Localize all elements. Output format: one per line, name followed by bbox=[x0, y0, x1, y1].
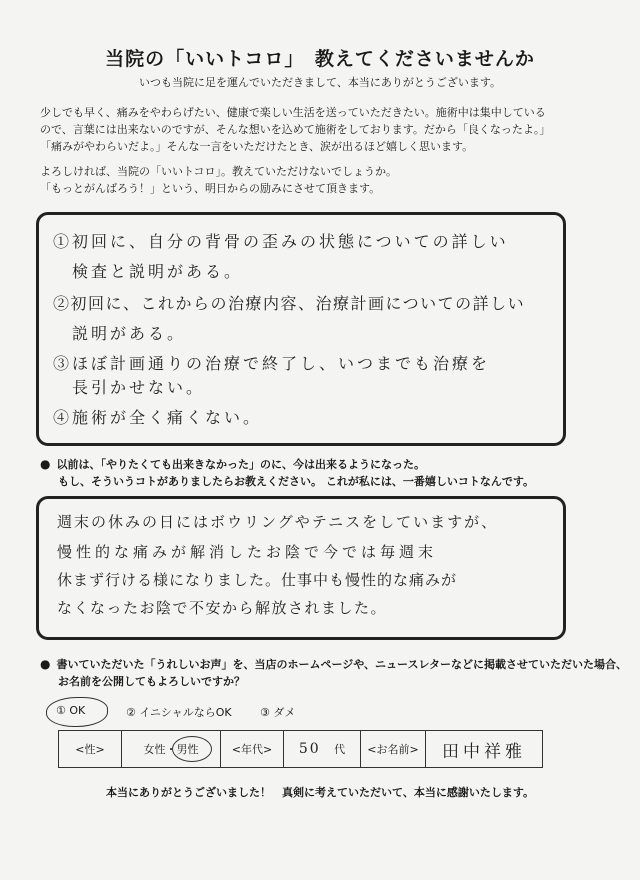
gender-female[interactable]: 女性 bbox=[143, 743, 166, 756]
selected-option-circle bbox=[46, 697, 108, 727]
answer-line: 長引かせない。 bbox=[53, 378, 206, 397]
answer-line: 週末の休みの日にはボウリングやテニスをしていますが、 bbox=[57, 513, 499, 531]
question-line: 書いていただいた「うれしいお声」を、当店のホームページや、ニュースレターなどに掲載させていただいた場合、 bbox=[56, 658, 628, 671]
intro-text bbox=[40, 104, 610, 197]
gender-field[interactable] bbox=[122, 731, 221, 768]
answer-line: 検査と説明がある。 bbox=[53, 262, 244, 281]
gender-label: <性> bbox=[59, 731, 122, 768]
intro-line: 「痛みがやわらいだよ。」そんな一言をいただけたとき、涙が出るほど嬉しく思います。 bbox=[40, 140, 474, 153]
intro-line: ので、言葉には出来ないのですが、そんな想いを込めて施術をしております。だから「良くなったよ。」 bbox=[40, 123, 551, 136]
answer-line: なくなったお陰で不安から解放されました。 bbox=[57, 599, 388, 617]
intro-line: 少しでも早く、痛みをやわらげたい、健康で楽しい生活を送っていただきたい。施術中は集中している bbox=[40, 106, 546, 119]
answer-line: 説明がある。 bbox=[53, 324, 187, 343]
respondent-info-table bbox=[58, 730, 543, 768]
age-label: <年代> bbox=[221, 731, 284, 768]
answer-box-good-points[interactable] bbox=[36, 212, 566, 446]
question-line: もし、そういうコトがありましたらお教えください。 これが私には、一番嬉しいコトなんです。 bbox=[58, 475, 534, 488]
page-title: 当院の「いいトコロ」 教えてくださいませんか bbox=[105, 48, 535, 70]
question-line: お名前を公開してもよろしいですか？ bbox=[58, 675, 245, 688]
selected-gender-circle bbox=[172, 736, 212, 762]
answer-line: ④施術が全く痛くない。 bbox=[53, 408, 263, 427]
answer-box-improvements[interactable] bbox=[36, 496, 566, 640]
name-field[interactable] bbox=[426, 731, 543, 768]
answer-line: 慢性的な痛みが解消したお陰で今では毎週末 bbox=[57, 543, 438, 561]
name-label: <お名前> bbox=[361, 731, 426, 768]
question-line: 以前は、「やりたくても出来きなかった」のに、今は出来るようになった。 bbox=[56, 458, 425, 471]
answer-line: ③ほぼ計画通りの治療で終了し、いつまでも治療を bbox=[53, 354, 491, 373]
age-value: 50 bbox=[298, 741, 321, 757]
question-publish-name bbox=[40, 656, 627, 690]
age-field[interactable] bbox=[284, 731, 361, 768]
request-line: 「もっとがんばろう！」という、明日からの励みにさせて頂きます。 bbox=[40, 182, 381, 195]
thank-you-footer: 本当にありがとうございました！ 真剣に考えていただいて、本当に感謝いたします。 bbox=[106, 786, 534, 799]
gender-separator: ・ bbox=[165, 743, 177, 756]
page-subtitle: いつも当院に足を運んでいただきまして、本当にありがとうございます。 bbox=[139, 76, 501, 89]
request-line: よろしければ、当院の「いいトコロ」。教えていただけないでしょうか。 bbox=[40, 165, 398, 178]
answer-line: ②初回に、これからの治療内容、治療計画についての詳しい bbox=[53, 294, 526, 313]
option-no[interactable]: ③ ダメ bbox=[260, 706, 296, 719]
age-suffix: 代 bbox=[334, 743, 346, 756]
name-value: 田中祥雅 bbox=[442, 741, 526, 762]
answer-line: 休まず行ける様になりました。仕事中も慢性的な痛みが bbox=[57, 571, 458, 589]
question-before-after bbox=[40, 456, 534, 490]
option-ok[interactable]: ① OK bbox=[56, 704, 86, 717]
gender-male[interactable]: 男性 bbox=[176, 743, 199, 756]
answer-line: ①初回に、自分の背骨の歪みの状態についての詳しい bbox=[53, 232, 509, 251]
bullet-icon: ● bbox=[40, 457, 51, 471]
bullet-icon: ● bbox=[40, 657, 51, 671]
option-initials-ok[interactable]: ② イニシャルならOK bbox=[126, 706, 232, 719]
